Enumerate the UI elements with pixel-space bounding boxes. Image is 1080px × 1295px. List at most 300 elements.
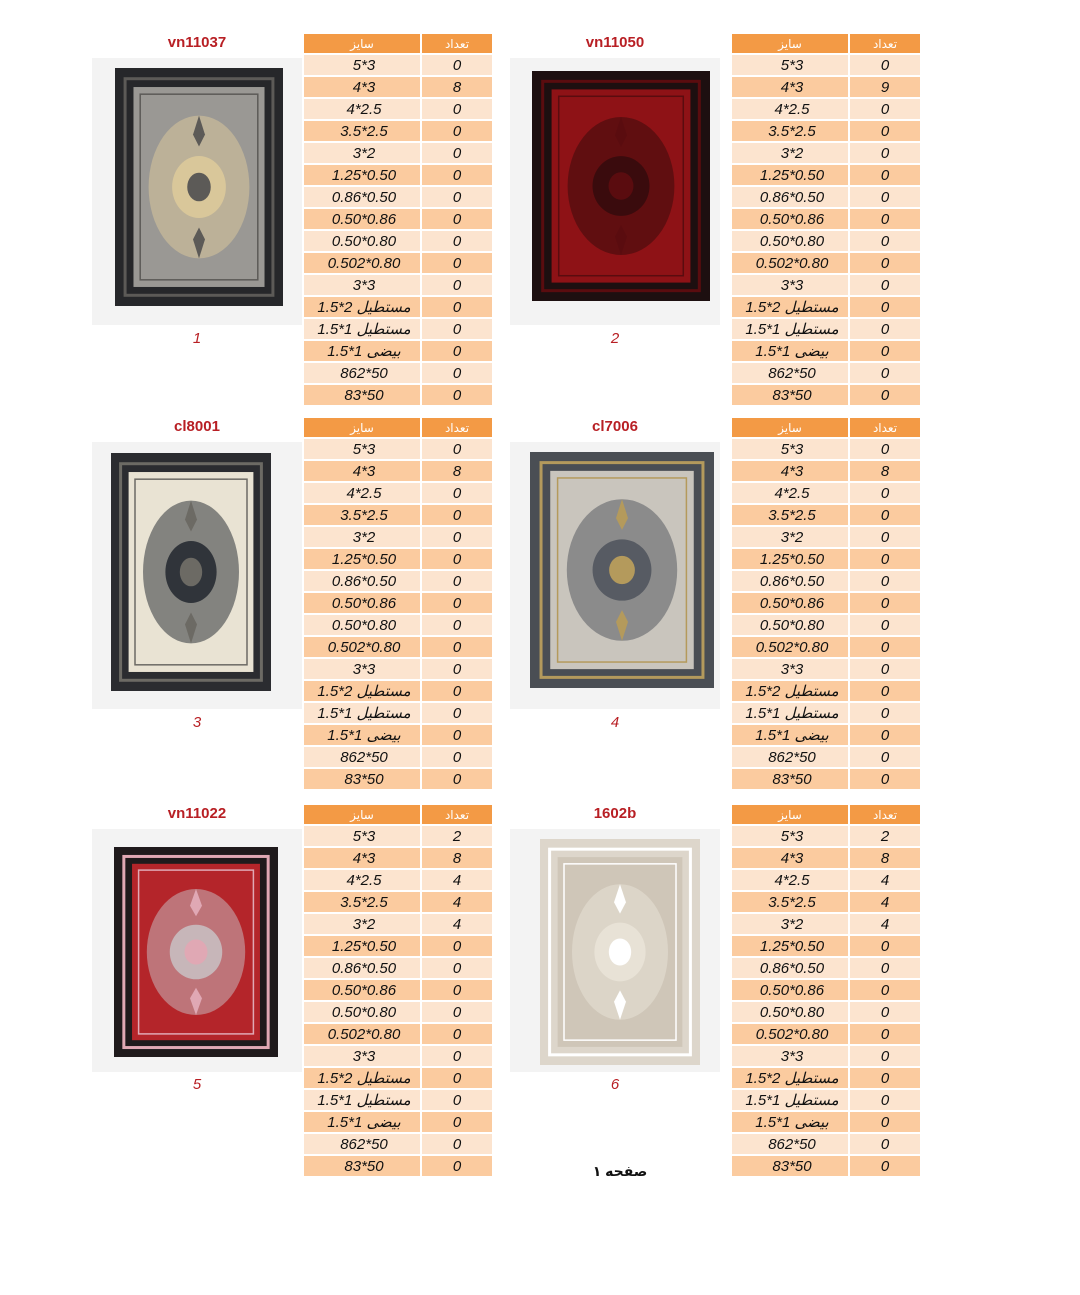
- table-row: [732, 99, 920, 119]
- count-cell: 0: [850, 1134, 920, 1154]
- count-cell: 0: [850, 275, 920, 295]
- rug-image: [532, 71, 710, 301]
- count-cell: 0: [850, 253, 920, 273]
- count-header: تعداد: [422, 805, 492, 824]
- size-cell: 50*83: [304, 769, 422, 789]
- table-row: [732, 319, 920, 339]
- count-header: تعداد: [850, 418, 920, 437]
- count-cell: 0: [422, 165, 492, 185]
- table-row: [304, 980, 492, 1000]
- size-cell: 3*5: [732, 439, 850, 459]
- count-cell: 0: [422, 55, 492, 75]
- size-cell: 3*4: [732, 461, 850, 481]
- count-cell: 0: [850, 483, 920, 503]
- count-cell: 0: [850, 571, 920, 591]
- table-row: [732, 1046, 920, 1066]
- size-table: [304, 803, 492, 1178]
- product-block: [92, 805, 512, 1193]
- table-row: [732, 121, 920, 141]
- count-cell: 4: [422, 892, 492, 912]
- size-cell: 50*83: [732, 769, 850, 789]
- table-row: [732, 461, 920, 481]
- size-cell: 3*4: [732, 77, 850, 97]
- size-cell: 2.5*3.5: [732, 505, 850, 525]
- table-row: [732, 253, 920, 273]
- table-row: [304, 549, 492, 569]
- size-cell: 0.50*1.25: [732, 936, 850, 956]
- count-cell: 0: [422, 637, 492, 657]
- count-cell: 9: [850, 77, 920, 97]
- table-row: [304, 253, 492, 273]
- count-cell: 0: [850, 231, 920, 251]
- count-cell: 4: [850, 914, 920, 934]
- size-cell: 0.80*0.502: [304, 637, 422, 657]
- count-cell: 0: [422, 681, 492, 701]
- size-cell: 2.5*3.5: [304, 892, 422, 912]
- table-row: [732, 659, 920, 679]
- size-cell: 3*5: [304, 439, 422, 459]
- product-code: vn11037: [167, 34, 227, 51]
- rug-image-frame: [92, 442, 302, 709]
- table-row: [732, 483, 920, 503]
- size-table: [732, 32, 920, 407]
- size-table: [304, 32, 492, 407]
- size-cell: 0.80*0.502: [732, 637, 850, 657]
- size-cell: 3*3: [732, 1046, 850, 1066]
- count-cell: 0: [422, 439, 492, 459]
- size-cell: 3*3: [304, 659, 422, 679]
- table-header: [732, 418, 920, 437]
- count-cell: 0: [850, 958, 920, 978]
- count-cell: 0: [850, 1002, 920, 1022]
- count-cell: 0: [422, 571, 492, 591]
- count-cell: 0: [850, 615, 920, 635]
- count-cell: 0: [422, 980, 492, 1000]
- count-header: تعداد: [422, 418, 492, 437]
- count-cell: 0: [422, 549, 492, 569]
- size-cell: 0.80*0.502: [732, 253, 850, 273]
- count-cell: 8: [850, 848, 920, 868]
- table-row: [732, 363, 920, 383]
- size-cell: 2.5*4: [304, 870, 422, 890]
- size-cell: مستطیل 2*1.5: [304, 297, 422, 317]
- size-cell: 0.50*0.86: [304, 958, 422, 978]
- size-cell: 0.50*0.86: [304, 187, 422, 207]
- table-row: [304, 914, 492, 934]
- size-table: [304, 416, 492, 791]
- size-cell: 2.5*3.5: [304, 121, 422, 141]
- table-row: [732, 165, 920, 185]
- size-cell: مستطیل 2*1.5: [732, 297, 850, 317]
- table-row: [304, 341, 492, 361]
- product-code: cl7006: [592, 418, 638, 435]
- table-row: [732, 527, 920, 547]
- count-cell: 0: [422, 385, 492, 405]
- product-code: cl8001: [174, 418, 220, 435]
- size-cell: 0.50*0.86: [304, 571, 422, 591]
- size-cell: 0.86*0.50: [304, 209, 422, 229]
- table-row: [304, 363, 492, 383]
- count-cell: 0: [422, 769, 492, 789]
- size-cell: 0.80*0.502: [732, 1024, 850, 1044]
- size-cell: 0.80*0.502: [304, 253, 422, 273]
- table-row: [304, 1090, 492, 1110]
- table-row: [732, 703, 920, 723]
- table-row: [732, 1024, 920, 1044]
- count-cell: 8: [422, 77, 492, 97]
- size-cell: 0.50*1.25: [304, 936, 422, 956]
- table-row: [304, 165, 492, 185]
- size-cell: بیضی 1*1.5: [304, 725, 422, 745]
- product-code: vn11022: [167, 805, 227, 822]
- count-cell: 0: [422, 1112, 492, 1132]
- table-row: [304, 231, 492, 251]
- size-cell: مستطیل 1*1.5: [732, 319, 850, 339]
- count-cell: 0: [422, 703, 492, 723]
- table-row: [304, 187, 492, 207]
- table-row: [732, 936, 920, 956]
- count-cell: 0: [850, 703, 920, 723]
- count-cell: 0: [422, 958, 492, 978]
- table-row: [304, 615, 492, 635]
- rug-image-frame: [92, 829, 302, 1072]
- count-cell: 4: [850, 892, 920, 912]
- size-header: سایز: [732, 34, 850, 53]
- table-row: [304, 1068, 492, 1088]
- count-cell: 0: [850, 1090, 920, 1110]
- size-cell: بیضی 1*1.5: [732, 725, 850, 745]
- table-row: [304, 385, 492, 405]
- table-row: [304, 848, 492, 868]
- count-cell: 0: [850, 121, 920, 141]
- rug-image-frame: [510, 829, 720, 1072]
- size-cell: 2*3: [732, 143, 850, 163]
- count-cell: 4: [850, 870, 920, 890]
- count-cell: 0: [850, 363, 920, 383]
- count-header: تعداد: [422, 34, 492, 53]
- count-cell: 0: [850, 1112, 920, 1132]
- table-row: [732, 870, 920, 890]
- size-cell: 2.5*4: [732, 99, 850, 119]
- size-cell: 3*5: [304, 826, 422, 846]
- product-block: [92, 34, 512, 422]
- table-row: [732, 1090, 920, 1110]
- size-cell: 2*3: [732, 914, 850, 934]
- table-row: [304, 593, 492, 613]
- table-row: [732, 1068, 920, 1088]
- size-cell: 2*3: [304, 143, 422, 163]
- count-cell: 0: [422, 527, 492, 547]
- count-cell: 0: [850, 747, 920, 767]
- count-cell: 8: [422, 461, 492, 481]
- count-cell: 8: [850, 461, 920, 481]
- size-cell: 3*3: [304, 1046, 422, 1066]
- table-row: [304, 1024, 492, 1044]
- count-cell: 0: [850, 681, 920, 701]
- count-cell: 0: [850, 725, 920, 745]
- size-cell: 2.5*3.5: [732, 892, 850, 912]
- table-header: [304, 34, 492, 53]
- rug-image: [114, 847, 278, 1057]
- size-cell: 2*3: [732, 527, 850, 547]
- size-cell: 0.86*0.50: [732, 593, 850, 613]
- size-cell: بیضی 1*1.5: [732, 341, 850, 361]
- product-block: [510, 805, 930, 1193]
- size-cell: 2*3: [304, 527, 422, 547]
- size-cell: 3*4: [732, 848, 850, 868]
- table-row: [304, 936, 492, 956]
- product-number: 5: [192, 1076, 202, 1093]
- table-row: [732, 747, 920, 767]
- table-row: [304, 747, 492, 767]
- size-cell: 3*3: [304, 275, 422, 295]
- size-cell: 3*5: [732, 826, 850, 846]
- count-cell: 8: [422, 848, 492, 868]
- count-cell: 0: [422, 121, 492, 141]
- size-cell: مستطیل 2*1.5: [732, 1068, 850, 1088]
- table-row: [304, 527, 492, 547]
- size-header: سایز: [304, 805, 422, 824]
- count-cell: 0: [850, 1156, 920, 1176]
- size-cell: 0.50*1.25: [304, 165, 422, 185]
- table-row: [304, 892, 492, 912]
- size-cell: بیضی 1*1.5: [304, 341, 422, 361]
- size-cell: 0.80*0.502: [304, 1024, 422, 1044]
- size-cell: 3*5: [304, 55, 422, 75]
- table-row: [304, 870, 492, 890]
- size-cell: 0.86*0.50: [732, 980, 850, 1000]
- table-row: [304, 55, 492, 75]
- count-cell: 0: [850, 319, 920, 339]
- size-cell: 0.80*0.50: [304, 615, 422, 635]
- table-row: [304, 1046, 492, 1066]
- size-table: [732, 416, 920, 791]
- size-cell: 50*862: [732, 363, 850, 383]
- count-cell: 0: [422, 231, 492, 251]
- size-cell: مستطیل 2*1.5: [304, 681, 422, 701]
- table-row: [732, 549, 920, 569]
- count-cell: 0: [422, 593, 492, 613]
- table-row: [732, 681, 920, 701]
- count-cell: 0: [422, 615, 492, 635]
- count-cell: 0: [850, 297, 920, 317]
- table-row: [304, 483, 492, 503]
- product-block: [92, 418, 512, 806]
- size-cell: 0.50*1.25: [732, 165, 850, 185]
- count-cell: 0: [422, 1046, 492, 1066]
- table-row: [304, 659, 492, 679]
- page-number: صفحه ۱: [592, 1163, 648, 1179]
- count-cell: 0: [422, 187, 492, 207]
- size-cell: 2*3: [304, 914, 422, 934]
- product-code: 1602b: [593, 805, 637, 822]
- table-row: [732, 571, 920, 591]
- product-number: 3: [192, 714, 202, 731]
- count-cell: 0: [422, 725, 492, 745]
- count-cell: 0: [850, 341, 920, 361]
- size-cell: 0.50*0.86: [732, 187, 850, 207]
- size-cell: 50*83: [732, 1156, 850, 1176]
- count-cell: 0: [422, 341, 492, 361]
- table-row: [304, 1156, 492, 1176]
- count-cell: 2: [422, 826, 492, 846]
- product-number: 6: [610, 1076, 620, 1093]
- size-cell: 3*4: [304, 77, 422, 97]
- count-cell: 0: [850, 99, 920, 119]
- size-cell: 3*4: [304, 848, 422, 868]
- table-row: [732, 1156, 920, 1176]
- count-cell: 0: [422, 505, 492, 525]
- table-row: [732, 297, 920, 317]
- size-header: سایز: [732, 418, 850, 437]
- size-cell: مستطیل 1*1.5: [304, 1090, 422, 1110]
- size-cell: بیضی 1*1.5: [732, 1112, 850, 1132]
- table-header: [304, 805, 492, 824]
- table-row: [732, 55, 920, 75]
- table-row: [304, 769, 492, 789]
- count-cell: 2: [850, 826, 920, 846]
- size-cell: 0.50*1.25: [304, 549, 422, 569]
- rug-image-frame: [510, 58, 720, 325]
- table-row: [732, 341, 920, 361]
- table-row: [304, 461, 492, 481]
- size-cell: 0.86*0.50: [304, 593, 422, 613]
- table-row: [304, 958, 492, 978]
- count-cell: 0: [850, 165, 920, 185]
- table-row: [732, 187, 920, 207]
- table-row: [732, 1112, 920, 1132]
- product-block: [510, 34, 930, 422]
- count-cell: 0: [850, 659, 920, 679]
- count-cell: 0: [850, 1068, 920, 1088]
- count-header: تعداد: [850, 34, 920, 53]
- table-row: [304, 77, 492, 97]
- table-row: [304, 725, 492, 745]
- size-cell: 2.5*4: [732, 870, 850, 890]
- table-row: [304, 439, 492, 459]
- size-cell: 3*4: [304, 461, 422, 481]
- rug-image: [115, 68, 283, 306]
- size-cell: 50*862: [732, 1134, 850, 1154]
- table-row: [732, 385, 920, 405]
- table-row: [304, 143, 492, 163]
- count-cell: 0: [850, 769, 920, 789]
- count-cell: 0: [422, 1068, 492, 1088]
- table-row: [304, 826, 492, 846]
- size-cell: مستطیل 1*1.5: [304, 703, 422, 723]
- size-cell: مستطیل 1*1.5: [732, 703, 850, 723]
- size-cell: مستطیل 2*1.5: [304, 1068, 422, 1088]
- product-number: 4: [610, 714, 620, 731]
- size-cell: 50*862: [304, 363, 422, 383]
- size-header: سایز: [732, 805, 850, 824]
- size-cell: 0.80*0.50: [304, 1002, 422, 1022]
- size-cell: 0.80*0.50: [304, 231, 422, 251]
- size-cell: 3*3: [732, 275, 850, 295]
- count-cell: 0: [422, 1156, 492, 1176]
- size-cell: مستطیل 1*1.5: [732, 1090, 850, 1110]
- size-header: سایز: [304, 418, 422, 437]
- size-cell: مستطیل 2*1.5: [732, 681, 850, 701]
- count-cell: 0: [850, 439, 920, 459]
- table-header: [732, 34, 920, 53]
- table-row: [732, 826, 920, 846]
- count-cell: 0: [850, 505, 920, 525]
- product-code: vn11050: [585, 34, 645, 51]
- rug-image: [530, 452, 714, 688]
- count-cell: 0: [422, 253, 492, 273]
- count-cell: 0: [422, 1090, 492, 1110]
- count-cell: 0: [422, 1002, 492, 1022]
- table-row: [304, 1112, 492, 1132]
- table-row: [304, 209, 492, 229]
- table-row: [304, 319, 492, 339]
- table-row: [304, 121, 492, 141]
- size-cell: 50*83: [304, 1156, 422, 1176]
- table-row: [304, 1002, 492, 1022]
- size-cell: 0.80*0.50: [732, 1002, 850, 1022]
- count-cell: 0: [850, 980, 920, 1000]
- product-block: [510, 418, 930, 806]
- table-row: [732, 914, 920, 934]
- size-cell: 0.86*0.50: [304, 980, 422, 1000]
- count-cell: 0: [422, 659, 492, 679]
- rug-image: [111, 453, 271, 691]
- count-cell: 0: [850, 55, 920, 75]
- count-cell: 4: [422, 914, 492, 934]
- table-row: [732, 1134, 920, 1154]
- count-header: تعداد: [850, 805, 920, 824]
- table-row: [732, 1002, 920, 1022]
- table-row: [732, 769, 920, 789]
- table-row: [304, 505, 492, 525]
- size-cell: 50*83: [304, 385, 422, 405]
- table-row: [732, 77, 920, 97]
- table-row: [304, 99, 492, 119]
- size-cell: 0.80*0.50: [732, 231, 850, 251]
- count-cell: 0: [850, 936, 920, 956]
- size-cell: 0.86*0.50: [732, 209, 850, 229]
- table-row: [304, 297, 492, 317]
- size-cell: 2.5*3.5: [304, 505, 422, 525]
- table-row: [732, 637, 920, 657]
- table-row: [732, 275, 920, 295]
- size-table: [732, 803, 920, 1178]
- count-cell: 0: [422, 1134, 492, 1154]
- size-cell: 2.5*4: [732, 483, 850, 503]
- size-header: سایز: [304, 34, 422, 53]
- count-cell: 0: [850, 527, 920, 547]
- count-cell: 0: [422, 363, 492, 383]
- size-cell: 50*83: [732, 385, 850, 405]
- size-cell: 0.50*0.86: [732, 958, 850, 978]
- table-row: [732, 980, 920, 1000]
- size-cell: 2.5*4: [304, 483, 422, 503]
- table-row: [304, 681, 492, 701]
- count-cell: 0: [422, 936, 492, 956]
- size-cell: 0.50*0.86: [732, 571, 850, 591]
- count-cell: 0: [850, 593, 920, 613]
- count-cell: 0: [422, 483, 492, 503]
- size-cell: بیضی 1*1.5: [304, 1112, 422, 1132]
- count-cell: 0: [850, 549, 920, 569]
- table-row: [304, 571, 492, 591]
- table-header: [304, 418, 492, 437]
- rug-image: [540, 839, 700, 1065]
- count-cell: 0: [850, 143, 920, 163]
- size-cell: 3*5: [732, 55, 850, 75]
- count-cell: 0: [422, 99, 492, 119]
